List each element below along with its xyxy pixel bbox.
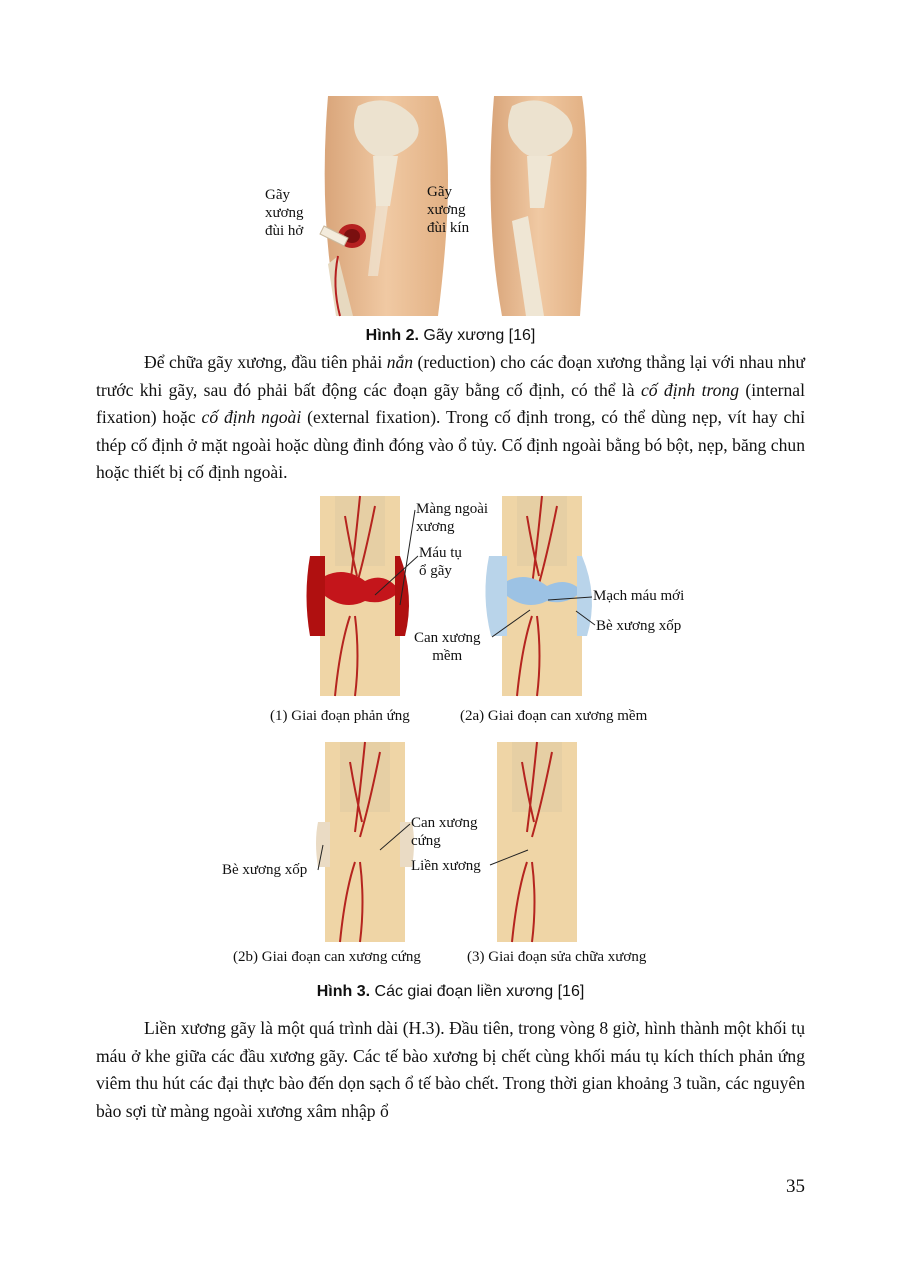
- figure-2-caption: Hình 2. Gãy xương [16]: [365, 327, 536, 344]
- closed-fracture-illustration: [482, 96, 592, 316]
- stage-1-label: (1) Giai đoạn phản ứng: [270, 708, 410, 724]
- bone-stage-3-illustration: [482, 742, 592, 942]
- label-new-vessels: Mạch máu mới: [593, 588, 685, 604]
- label-spongy-trabeculae-2: Bè xương xốp: [222, 862, 308, 878]
- bone-stage-2a-illustration: [487, 496, 597, 696]
- body-paragraph-1: Để chữa gãy xương, đầu tiên phải nắn (reduction) cho các đoạn xương thẳng lại với nhau như trước khi gãy, sau đó phải bất động các đoạn gãy bằng cố định, có thể là cố định trong (internal fixation) hoặc cố định ngoài (external fixation). Trong cố định trong, có thể dùng nẹp, vít hay chỉ thép cố định ở mặt ngoài hoặc dùng đinh đóng vào ổ tủy. Cố định ngoài bằng bó bột, nẹp, băng chun hoặc thiết bị cố định ngoài.: [96, 352, 806, 482]
- label-spongy-trabeculae-1: Bè xương xốp: [596, 618, 682, 634]
- stage-2a-label: (2a) Giai đoạn can xương mềm: [460, 708, 648, 724]
- label-closed-fracture: Gãy xương đùi kín: [427, 184, 470, 236]
- stage-2b-label: (2b) Giai đoạn can xương cứng: [233, 949, 421, 965]
- bone-stage-2b-illustration: [310, 742, 420, 942]
- body-paragraph-2: Liền xương gãy là một quá trình dài (H.3). Đầu tiên, trong vòng 8 giờ, hình thành một khối tụ máu ở khe giữa các đầu xương gãy. Các tế bào xương bị chết cùng khối máu tụ kích thích phản ứng viêm thu hút các đại thực bào đến dọn sạch ổ tế bào chết. Trong thời gian khoảng 3 tuần, các nguyên bào sợi từ màng ngoài xương xâm nhập ổ: [96, 1018, 805, 1121]
- page-number: 35: [786, 1176, 805, 1197]
- label-periosteum: Màng ngoài xương: [416, 501, 489, 535]
- figure-3-caption: Hình 3. Các giai đoạn liền xương [16]: [316, 983, 585, 1000]
- label-soft-callus: Can xương mềm: [414, 630, 481, 664]
- label-hard-callus: Can xương cứng: [411, 815, 478, 849]
- label-bone-union: Liền xương: [411, 858, 481, 874]
- bone-stage-1-illustration: [305, 496, 415, 696]
- label-open-fracture: Gãy xương đùi hở: [265, 187, 304, 239]
- stage-3-label: (3) Giai đoạn sửa chữa xương: [467, 949, 647, 965]
- label-hematoma: Máu tụ ổ gãy: [419, 545, 462, 579]
